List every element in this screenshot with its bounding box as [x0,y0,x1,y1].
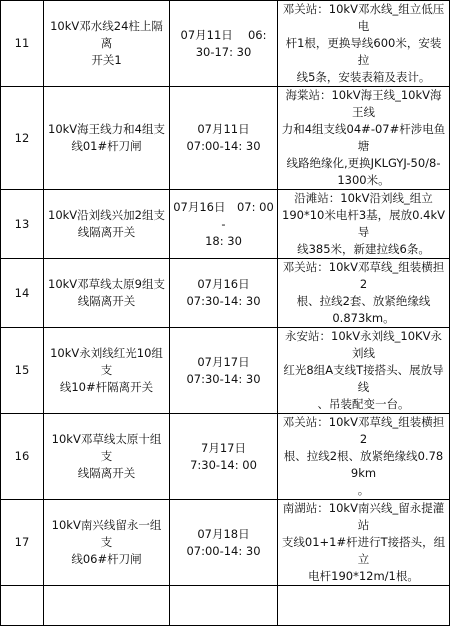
area-cell-line: 海棠站：10kV海王线_10kV海王线 [285,88,442,119]
area-cell-line: 杆1根，更换导线600米，安装拉 [285,36,442,67]
device-cell-line: 线隔离开关 [77,225,136,239]
area-cell-line: 。 [357,483,370,497]
area-cell-line: 0.873km。 [332,311,395,325]
time-cell-line: 07月11日 [197,122,250,136]
device-cell-line: 开关1 [91,53,122,67]
area-cell-line: 邓关站：10kV邓水线_组立低压电 [282,2,445,33]
time-cell [170,259,278,328]
device-cell-line: 线10#杆隔离开关 [59,380,154,394]
table-row [1,87,450,190]
area-cell [278,328,450,414]
time-cell-line: 07:30-14: 30 [186,294,261,308]
time-cell [170,500,278,586]
table-row [1,1,450,87]
device-cell [44,259,170,328]
area-cell-line: 支线01+1#杆进行T接搭头，组立 [281,535,446,566]
area-cell-line: 电杆190*12m/1根。 [308,569,419,583]
time-cell [170,190,278,259]
row-number: 15 [1,328,44,414]
time-cell-line: 07月16日 [197,277,250,291]
time-cell [170,1,278,87]
row-number: 13 [1,190,44,259]
area-cell-line: 根、拉线2根、放紧绝缘线0.789km [283,449,444,480]
time-cell-line: 07月17日 [197,354,250,369]
device-cell [44,586,170,626]
area-cell-line: 永安站：10kV永刘线_10KV永刘线 [285,329,442,360]
area-cell-line: 红光8组A支线T接搭头、展放导线 [283,363,444,394]
row-number: 11 [1,1,44,87]
time-cell-line: 07:30-14: 30 [186,371,261,386]
device-cell-line: 10kV邓草线太原十组支 [51,432,162,463]
area-cell-line: 邓关站：10kV邓草线_组装横担2 [282,260,445,291]
area-cell-line: 1300米。 [337,173,390,187]
time-cell-line: 07:00-14: 30 [186,139,261,153]
device-cell [44,190,170,259]
area-cell [278,586,450,626]
time-cell [170,328,278,414]
time-cell-line: 30-17: 30 [195,44,252,59]
table-row [1,586,450,626]
time-cell [170,586,278,626]
area-cell-line: 力和4组支线04#-07#杆涉电鱼塘 [281,122,446,153]
area-cell [278,259,450,328]
time-cell-line: 7月17日 [201,440,246,455]
row-number: 16 [1,414,44,500]
time-cell-line: 07月11日 06: [180,27,267,42]
table-row [1,500,450,586]
time-cell-line: 07:00-14: 30 [186,543,261,558]
area-cell-line: 沿滩站：10kV沿刘线_组立 [294,191,433,205]
device-cell [44,87,170,190]
table-row [1,190,450,259]
time-cell-line: 07月18日 [197,526,250,541]
area-cell-line: 、吊装配变一台。 [317,397,410,411]
row-number: 12 [1,87,44,190]
device-cell-line: 10kV永刘线红光10组支 [50,346,163,377]
area-cell-line: 线路绝缘化,更换JKLGYJ-50/8- [286,156,441,170]
time-cell-line: 7:30-14: 00 [190,457,257,472]
device-cell-line: 10kV邓水线24柱上隔离 [50,19,163,50]
area-cell-line: 线385米，新建拉线6条。 [297,242,430,256]
row-number [1,586,44,626]
area-cell [278,1,450,87]
device-cell [44,328,170,414]
area-cell [278,87,450,190]
device-cell-line: 10kV邓草线太原9组支 [48,277,165,291]
device-cell-line: 10kV南兴线留永一组支 [51,518,162,549]
device-cell [44,500,170,586]
table-row [1,328,450,414]
device-cell [44,414,170,500]
device-cell-line: 线隔离开关 [77,466,136,480]
area-cell-line: 190*10米电杆3基，展放0.4kV导 [282,208,445,239]
area-cell [278,500,450,586]
row-number: 17 [1,500,44,586]
table-row [1,414,450,500]
device-cell-line: 线隔离开关 [77,294,136,308]
table-row [1,259,450,328]
area-cell-line: 邓关站：10kV邓草线_组装横担2 [282,415,445,446]
device-cell-line: 10kV海王线力和4组支 [48,122,165,136]
area-cell [278,190,450,259]
area-cell-line: 南湖站：10kV南兴线_留永提灌站 [282,501,445,532]
device-cell-line: 线01#杆刀闸 [71,139,142,153]
time-cell-line: 07月16日 07: 00- [173,199,274,231]
time-cell [170,414,278,500]
device-cell-line: 线06#杆刀闸 [71,552,142,566]
area-cell-line: 线5条，安装表箱及表计。 [296,70,431,84]
device-cell-line: 10kV沿刘线兴加2组支 [48,208,165,222]
time-cell-line: 18: 30 [205,233,242,248]
outage-table-body [1,1,450,626]
time-cell [170,87,278,190]
row-number: 14 [1,259,44,328]
device-cell [44,1,170,87]
area-cell [278,414,450,500]
area-cell-line: 根、拉线2套、放紧绝缘线 [296,294,431,308]
